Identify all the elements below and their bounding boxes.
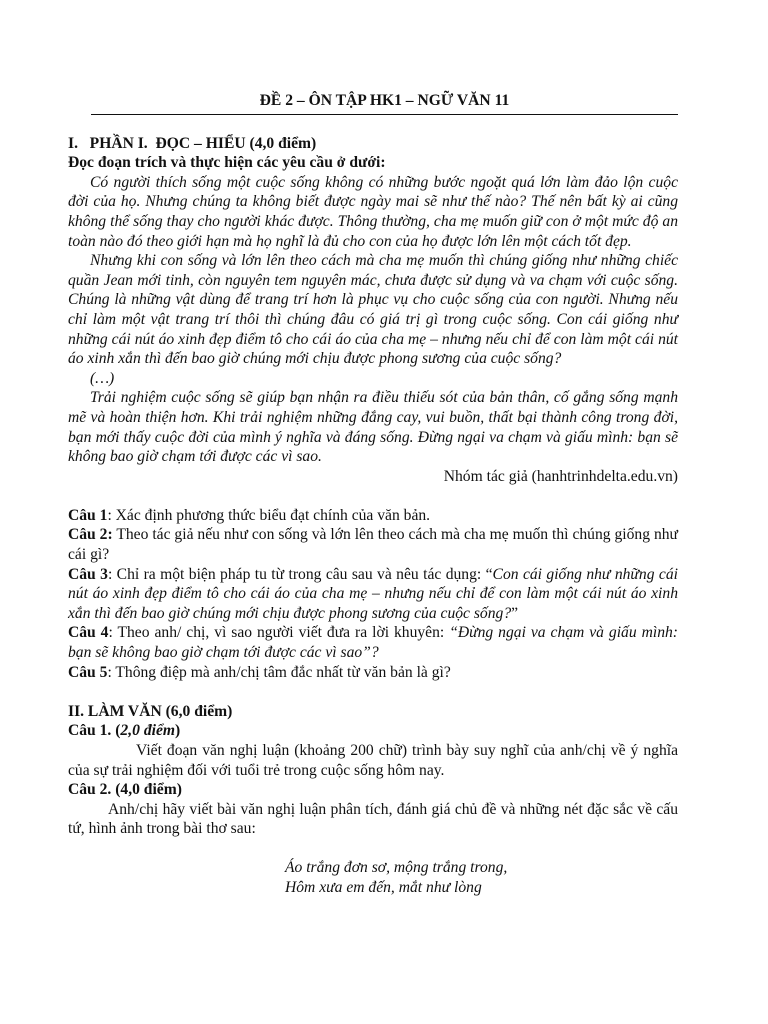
part1-heading: I. PHẦN I. ĐỌC – HIỂU (4,0 điểm) — [68, 134, 317, 152]
poem — [285, 858, 678, 897]
question-2: Câu 2: Theo tác giả nếu như con sống và lớn lên theo cách mà cha mẹ muốn thì chúng giống như cái gì? — [68, 526, 679, 564]
question-1: Câu 1: Xác định phương thức biểu đạt chính của văn bản. — [68, 506, 431, 524]
question-3: Câu 3: Chỉ ra một biện pháp tu từ trong câu sau và nêu tác dụng: “Con cái giống như những cái nút áo xinh đẹp điểm tô cho cái áo của cha mẹ – nhưng nếu chỉ để con làm một cái nút áo xinh xắn thì đến bao giờ chúng mới chịu được phong sương của cuộc sống?” — [68, 565, 678, 622]
document-page — [68, 91, 678, 897]
part2-question-2-label: Câu 2. (4,0 điểm) — [68, 781, 182, 799]
document-title: ĐỀ 2 – ÔN TẬP HK1 – NGỮ VĂN 11 — [259, 92, 510, 109]
question-4: Câu 4: Theo anh/ chị, vì sao người viết đưa ra lời khuyên: “Đừng ngại va chạm và giấu mình: bạn sẽ không bao giờ chạm tới được các vì sao”? — [68, 624, 678, 662]
part2-question-1-text: Viết đoạn văn nghị luận (khoảng 200 chữ) trình bày suy nghĩ của anh/chị về ý nghĩa của sự trải nghiệm đối với tuổi trẻ trong cuộc sống hôm nay. — [68, 742, 678, 779]
passage-paragraph-1: Có người thích sống một cuộc sống không có những bước ngoặt quá lớn làm đảo lộn cuộc đời của họ. Nhưng chúng ta không biết được ngày mai sẽ như thế nào? Thế nên bất kỳ ai cũng không thể sống thay cho người khác được. Thông thường, cha mẹ muốn giữ con ở một mức độ an toàn nào đó theo giới hạn mà họ nghĩ là đủ cho con của họ được lớn lên một cách tốt đẹp. — [68, 173, 678, 250]
part2-heading: II. LÀM VĂN (6,0 điểm) — [68, 702, 233, 720]
part2-question-1-label: Câu 1. (2,0 điểm) — [68, 722, 181, 740]
passage-paragraph-2: Nhưng khi con sống và lớn lên theo cách mà cha mẹ muốn thì chúng giống như những chiếc quần Jean mới tinh, còn nguyên tem nguyên mác, chưa được sử dụng và va chạm với cuộc sống. Chúng là những vật dùng để trang trí hơn là phục vụ cho cuộc sống của con người. Nhưng nếu chỉ làm một vật trang trí thôi thì chúng đâu có giá trị gì trong cuộc sống. Con cái giống như những cái nút áo xinh đẹp điểm tô cho cái áo của cha mẹ – nhưng nếu chỉ để con làm một cái nút áo xinh xắn thì đến bao giờ chúng mới chịu được phong sương của cuộc sống? — [68, 252, 678, 368]
part2-question-2-text: Anh/chị hãy viết bài văn nghị luận phân tích, đánh giá chủ đề và những nét đặc sắc về cấu tứ, hình ảnh trong bài thơ sau: — [68, 800, 678, 838]
passage-author: Nhóm tác giả (hanhtrinhdelta.edu.vn) — [443, 467, 678, 485]
poem-line-2: Hôm xưa em đến, mắt như lòng — [285, 878, 482, 896]
passage-ellipsis: (…) — [90, 369, 115, 387]
part1-instruction: Đọc đoạn trích và thực hiện các yêu cầu ở dưới: — [68, 154, 386, 172]
poem-line-1: Áo trắng đơn sơ, mộng trắng trong, — [285, 858, 508, 876]
title-underline — [91, 114, 678, 115]
passage-paragraph-3: Trải nghiệm cuộc sống sẽ giúp bạn nhận ra điều thiếu sót của bản thân, cố gắng sống mạnh mẽ và hoàn thiện hơn. Khi trải nghiệm những đắng cay, vui buồn, thất bại thành công trong đời, bạn mới thấy cuộc đời của mình ý nghĩa và đáng sống. Đừng ngại va chạm và giấu mình: bạn sẽ không bao giờ chạm tới được các vì sao. — [68, 389, 678, 466]
question-5: Câu 5: Thông điệp mà anh/chị tâm đắc nhất từ văn bản là gì? — [68, 663, 451, 681]
